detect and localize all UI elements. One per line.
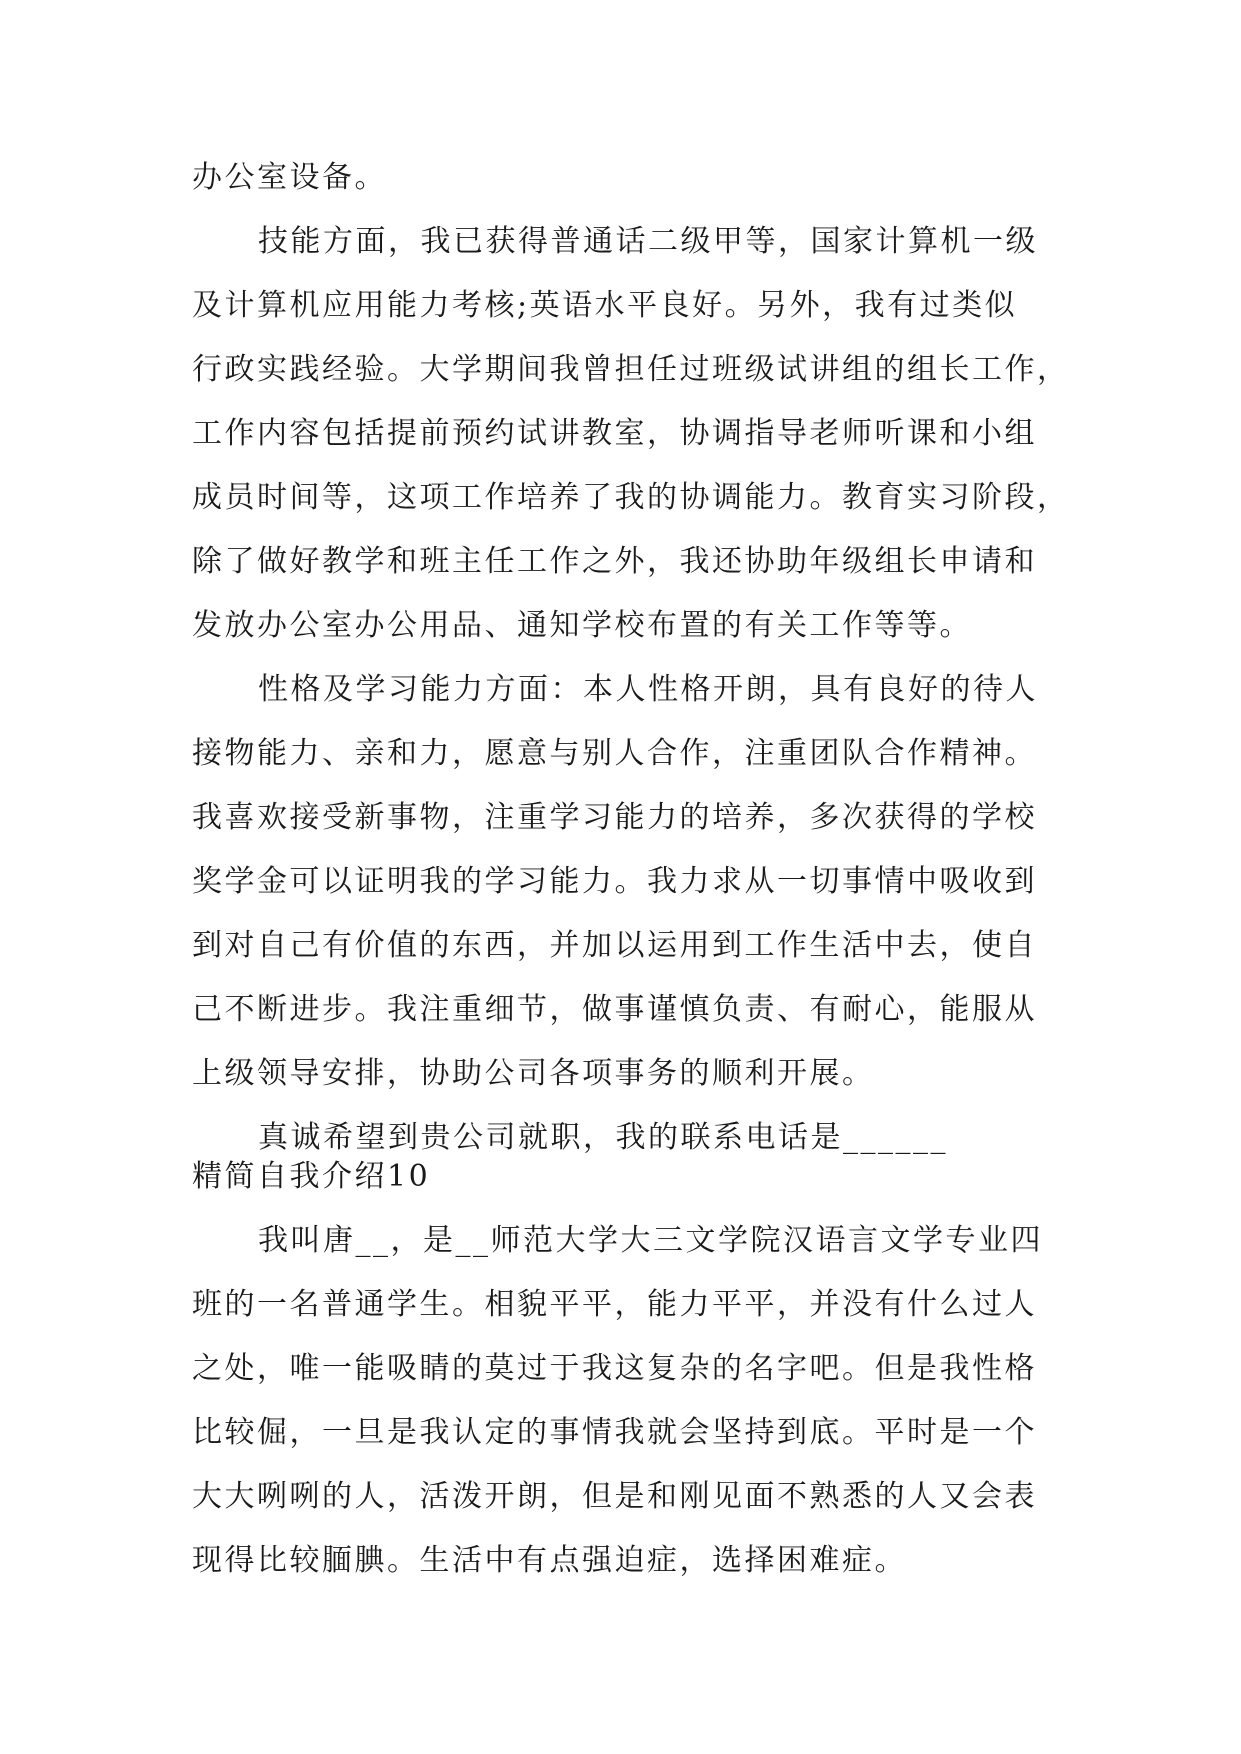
text-line: 到对自己有价值的东西，并加以运用到工作生活中去，使自 <box>192 928 1037 963</box>
text-line: 现得比较腼腆。生活中有点强迫症，选择困难症。 <box>192 1543 907 1578</box>
text-line: 己不断进步。我注重细节，做事谨慎负责、有耐心，能服从 <box>192 992 1037 1027</box>
text-line: 奖学金可以证明我的学习能力。我力求从一切事情中吸收到 <box>192 864 1037 899</box>
text-line: 技能方面，我已获得普通话二级甲等，国家计算机一级 <box>258 224 1038 259</box>
text-line: 成员时间等，这项工作培养了我的协调能力。教育实习阶段， <box>192 480 1070 515</box>
text-line: 发放办公室办公用品、通知学校布置的有关工作等等。 <box>192 608 972 643</box>
text-line: 大大咧咧的人，活泼开朗，但是和刚见面不熟悉的人又会表 <box>192 1479 1037 1514</box>
text-line: 上级领导安排，协助公司各项事务的顺利开展。 <box>192 1056 875 1091</box>
text-line: 接物能力、亲和力，愿意与别人合作，注重团队合作精神。 <box>192 736 1037 771</box>
text-line: 行政实践经验。大学期间我曾担任过班级试讲组的组长工作， <box>192 352 1070 387</box>
text-line: 真诚希望到贵公司就职，我的联系电话是______ <box>258 1120 948 1155</box>
text-line: 性格及学习能力方面：本人性格开朗，具有良好的待人 <box>258 672 1038 707</box>
text-line: 办公室设备。 <box>192 160 387 195</box>
section-2-body <box>192 1209 1062 1593</box>
text-line: 工作内容包括提前预约试讲教室，协调指导老师听课和小组 <box>192 416 1037 451</box>
text-line: 及计算机应用能力考核;英语水平良好。另外，我有过类似 <box>192 288 1018 323</box>
text-line: 除了做好教学和班主任工作之外，我还协助年级组长申请和 <box>192 544 1037 579</box>
text-line: 我喜欢接受新事物，注重学习能力的培养，多次获得的学校 <box>192 800 1037 835</box>
text-line: 比较倔，一旦是我认定的事情我就会坚持到底。平时是一个 <box>192 1415 1037 1450</box>
section-2-heading: 精简自我介绍10 <box>192 1159 431 1194</box>
text-line: 之处，唯一能吸睛的莫过于我这复杂的名字吧。但是我性格 <box>192 1351 1037 1386</box>
text-line: 班的一名普通学生。相貌平平，能力平平，并没有什么过人 <box>192 1287 1037 1322</box>
text-line: 我叫唐__，是__师范大学大三文学院汉语言文学专业四 <box>258 1223 1043 1258</box>
section-1-body <box>192 146 1070 1170</box>
